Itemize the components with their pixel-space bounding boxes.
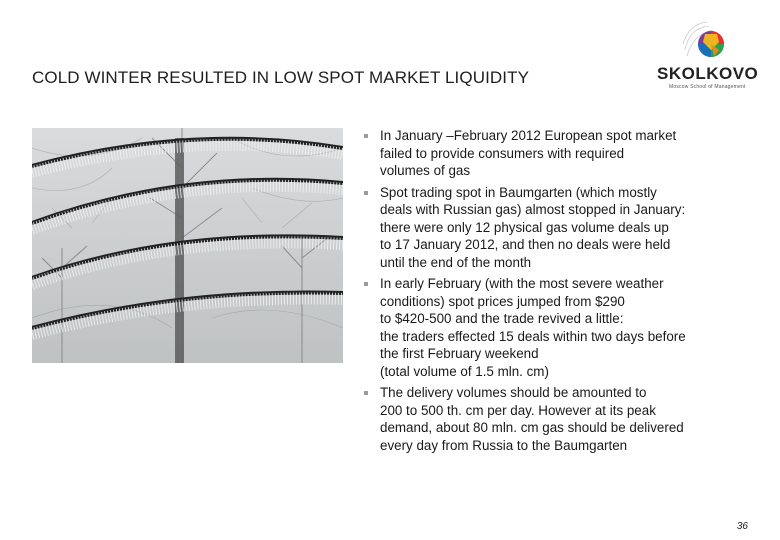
bullet-marker: [364, 191, 368, 195]
skolkovo-logo: [655, 20, 759, 92]
bullet-text: The delivery volumes should be amounted to 200 to 500 th. cm per day. However at its peak demand, about 80 mln. cm gas should be delivered every day from Russia to the Baumgarten: [380, 385, 684, 453]
bullet-marker: [364, 282, 368, 286]
logo-wordmark: SKOLKOVO: [657, 64, 759, 83]
bullet-text: Spot trading spot in Baumgarten (which mostly deals with Russian gas) almost stopped in January: there were only 12 physical gas volume deals up to 17 January 2012, and then no deals were held until the end of the month: [380, 184, 686, 270]
slide-title: COLD WINTER RESULTED IN LOW SPOT MARKET LIQUIDITY: [32, 68, 530, 87]
bullet-marker: [364, 391, 368, 395]
logo-subtitle: Moscow School of Management: [669, 84, 746, 90]
bullet-item: [362, 127, 762, 180]
bullet-text: In early February (with the most severe weather conditions) spot prices jumped from $290 to $420-500 and the trade revived a little: the traders effected 15 deals within two days before the first February weekend (total volume of 1.5 mln. cm): [380, 276, 686, 379]
bullet-marker: [364, 134, 368, 138]
bullet-item: [362, 184, 762, 272]
bullet-list: [362, 127, 762, 458]
bullet-item: [362, 275, 762, 380]
page-number: 36: [736, 521, 748, 532]
skolkovo-logo-icon: [681, 20, 727, 66]
bullet-item: [362, 384, 762, 454]
ice-covered-power-lines-photo: [32, 128, 343, 363]
bullet-text: In January –February 2012 European spot market failed to provide consumers with required volumes of gas: [380, 128, 677, 178]
